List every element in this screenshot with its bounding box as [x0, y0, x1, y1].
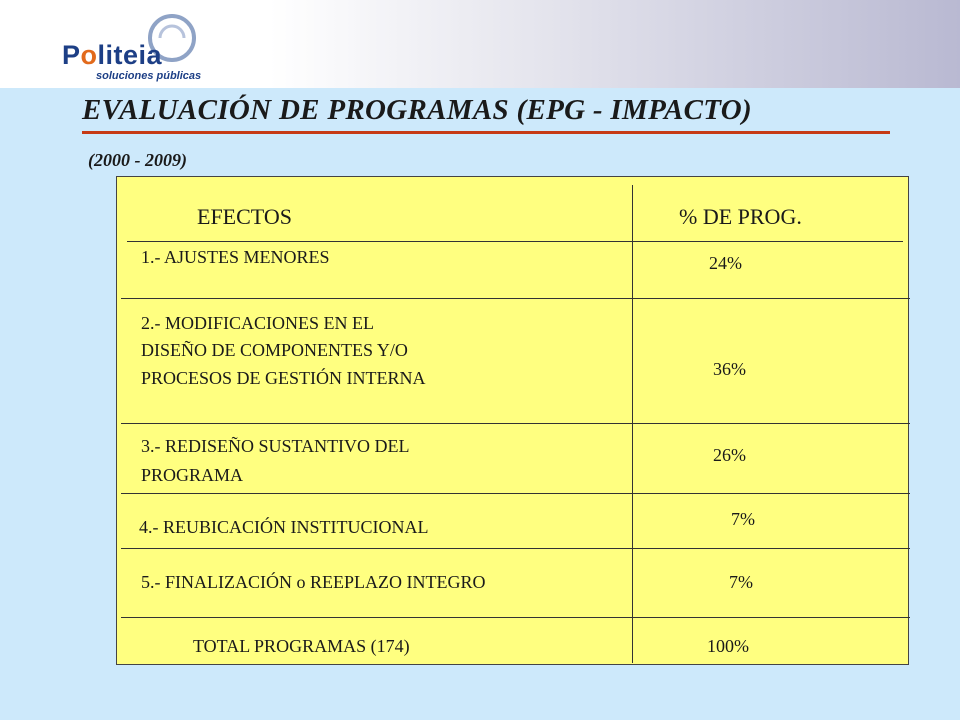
row-3-label-line-1: 3.- REDISEÑO SUSTANTIVO DEL	[141, 436, 410, 456]
effects-table	[116, 176, 909, 665]
row-5-percent: 7%	[729, 572, 753, 592]
row-2-label-line-3: PROCESOS DE GESTIÓN INTERNA	[141, 368, 426, 388]
row-3-percent: 26%	[713, 445, 746, 465]
total-percent: 100%	[707, 636, 749, 656]
total-label: TOTAL PROGRAMAS (174)	[193, 636, 410, 656]
row-3-label-line-2: PROGRAMA	[141, 465, 244, 485]
header-percent: % DE PROG.	[679, 204, 802, 229]
politeia-logo	[62, 10, 222, 82]
page-title: EVALUACIÓN DE PROGRAMAS (EPG - IMPACTO)	[82, 94, 752, 126]
title-underline	[82, 131, 890, 134]
row-divider	[121, 298, 910, 299]
row-4-percent: 7%	[731, 509, 755, 529]
row-1-percent: 24%	[709, 253, 742, 273]
row-divider	[127, 241, 903, 242]
header-effects: EFECTOS	[197, 204, 292, 229]
row-2-percent: 36%	[713, 359, 746, 379]
row-divider	[121, 548, 910, 549]
column-divider	[632, 185, 633, 663]
row-4-label: 4.- REUBICACIÓN INSTITUCIONAL	[139, 517, 429, 537]
logo-wordmark: Politeia	[62, 40, 163, 70]
row-divider	[121, 423, 910, 424]
row-2-label-line-2: DISEÑO DE COMPONENTES Y/O	[141, 340, 408, 360]
row-1-label: 1.- AJUSTES MENORES	[141, 247, 330, 267]
logo-tagline: soluciones públicas	[96, 70, 202, 82]
row-divider	[121, 617, 910, 618]
row-5-label: 5.- FINALIZACIÓN o REEPLAZO INTEGRO	[141, 572, 486, 592]
page-subtitle: (2000 - 2009)	[88, 150, 187, 170]
row-divider	[121, 493, 910, 494]
row-2-label-line-1: 2.- MODIFICACIONES EN EL	[141, 313, 374, 333]
